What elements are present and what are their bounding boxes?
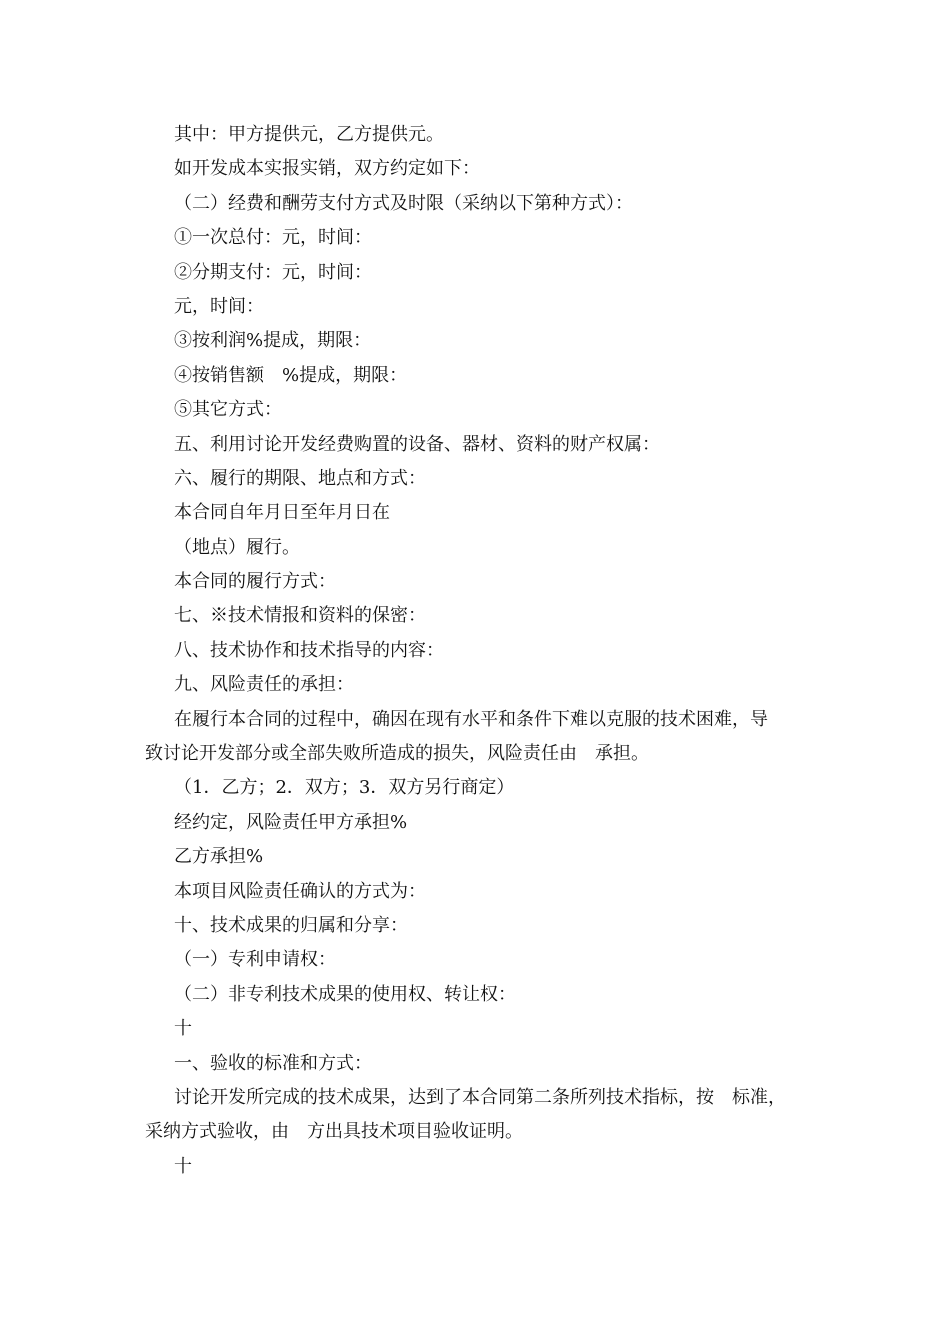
text-line: 讨论开发所完成的技术成果，达到了本合同第二条所列技术指标，按 标准， [174,1086,786,1108]
text-line: 十 [174,1018,192,1040]
text-line: ⑤其它方式： [174,399,282,421]
text-line: 采纳方式验收，由 方出具技术项目验收证明。 [145,1121,523,1143]
text-line: 九、风险责任的承担： [174,674,354,696]
text-line: 八、技术协作和技术指导的内容： [174,639,444,661]
text-line: 元，时间： [174,295,264,317]
text-line: ④按销售额 %提成，期限： [174,364,408,386]
text-line: 在履行本合同的过程中，确因在现有水平和条件下难以克服的技术困难，导 [174,708,768,730]
text-line: 五、利用讨论开发经费购置的设备、器材、资料的财产权属： [174,433,660,455]
text-line: （地点）履行。 [174,536,300,558]
text-line: 其中：甲方提供元，乙方提供元。 [174,124,444,145]
text-line: 一、验收的标准和方式： [174,1052,372,1074]
text-line: 十、技术成果的归属和分享： [174,914,408,936]
text-line: 经约定，风险责任甲方承担% [174,811,408,833]
text-line: ②分期支付：元，时间： [174,261,372,283]
text-line: （1．乙方；2．双方；3．双方另行商定） [174,777,515,799]
text-line: 乙方承担% [174,846,264,868]
document-body [145,118,825,1184]
text-line: 致讨论开发部分或全部失败所造成的损失，风险责任由 承担。 [145,743,649,765]
text-line: 本合同的履行方式： [174,571,336,593]
text-line: 六、履行的期限、地点和方式： [174,467,426,489]
text-line: 如开发成本实报实销，双方约定如下： [174,158,480,180]
text-line: （二）经费和酬劳支付方式及时限（采纳以下第种方式）： [174,192,633,214]
text-line: ③按利润%提成，期限： [174,330,372,352]
text-line: 十 [174,1155,192,1177]
text-line: 七、※技术情报和资料的保密： [174,605,426,627]
text-line: 本合同自年月日至年月日在 [174,502,390,524]
text-line: （一）专利申请权： [174,949,336,971]
text-line: 本项目风险责任确认的方式为： [174,880,426,902]
text-line: ①一次总付：元，时间： [174,227,372,249]
text-line: （二）非专利技术成果的使用权、转让权： [174,983,516,1005]
